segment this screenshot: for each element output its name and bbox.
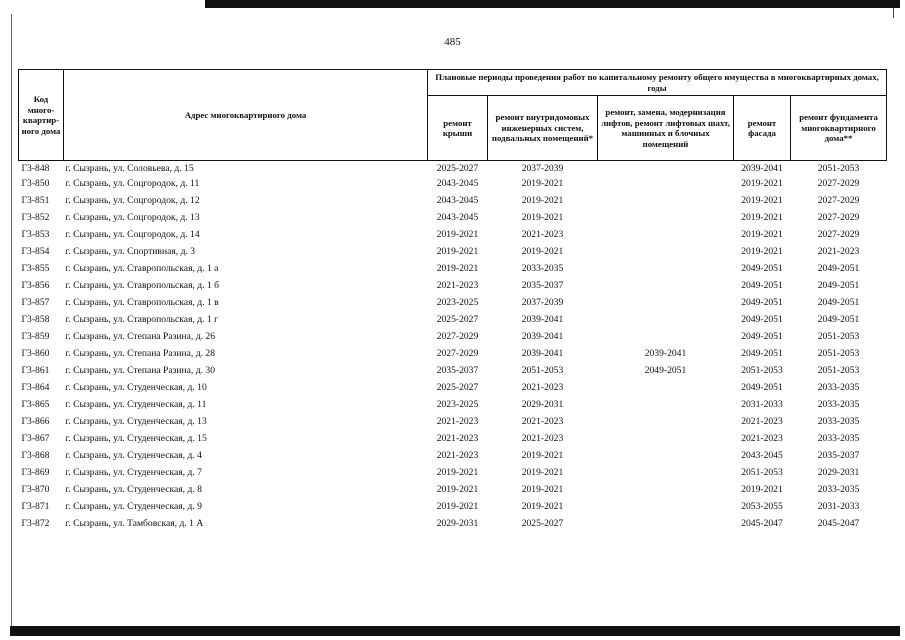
cell-foundation: 2051-2053 <box>817 348 860 359</box>
cell-lifts <box>598 481 734 498</box>
table-row <box>19 209 887 226</box>
repair-schedule-table <box>18 69 887 532</box>
table-row <box>19 362 887 379</box>
cell-facade: 2049-2051 <box>741 314 783 325</box>
cell-address: г. Сызрань, ул. Соловьева, д. 15 <box>65 162 194 174</box>
cell-facade: 2019-2021 <box>741 195 783 206</box>
cell-systems: 2019-2021 <box>521 467 564 478</box>
cell-address: г. Сызрань, ул. Соцгородок, д. 14 <box>65 229 200 240</box>
cell-lifts <box>598 260 734 277</box>
cell-lifts <box>598 277 734 294</box>
cell-roof: 2019-2021 <box>436 263 479 274</box>
cell-lifts <box>598 243 734 260</box>
cell-roof: 2019-2021 <box>436 484 479 495</box>
cell-foundation: 2049-2051 <box>817 297 860 308</box>
cell-roof: 2021-2023 <box>436 416 479 427</box>
cell-roof: 2021-2023 <box>436 280 479 291</box>
cell-roof: 2021-2023 <box>436 450 479 461</box>
cell-facade: 2021-2023 <box>741 416 783 427</box>
cell-roof: 2019-2021 <box>436 467 479 478</box>
cell-address: г. Сызрань, ул. Тамбовская, д. 1 А <box>65 518 204 529</box>
table-row <box>19 345 887 362</box>
top-scan-border <box>205 0 900 8</box>
cell-systems: 2019-2021 <box>521 501 564 512</box>
cell-code: Г3-857 <box>21 297 50 308</box>
cell-systems: 2039-2041 <box>521 314 564 325</box>
header-code: Код много-квартир-ного дома <box>19 70 64 161</box>
cell-facade: 2051-2053 <box>741 365 783 376</box>
table-row <box>19 311 887 328</box>
cell-address: г. Сызрань, ул. Степана Разина, д. 26 <box>65 331 215 342</box>
cell-foundation: 2049-2051 <box>817 280 860 291</box>
cell-foundation: 2049-2051 <box>817 314 860 325</box>
cell-facade: 2049-2051 <box>741 348 783 359</box>
cell-foundation: 2045-2047 <box>817 518 860 529</box>
cell-lifts: 2049-2051 <box>644 365 687 376</box>
cell-foundation: 2033-2035 <box>817 484 860 495</box>
cell-facade: 2049-2051 <box>741 263 783 274</box>
cell-lifts <box>598 379 734 396</box>
cell-facade: 2019-2021 <box>741 246 783 257</box>
cell-lifts <box>598 311 734 328</box>
cell-code: Г3-853 <box>21 229 50 240</box>
cell-address: г. Сызрань, ул. Студенческая, д. 7 <box>65 467 202 478</box>
header-lifts: ремонт, замена, модернизация лифтов, ремонт лифтовых шахт, машинных и блочных помещений <box>598 96 734 161</box>
cell-lifts <box>598 396 734 413</box>
cell-roof: 2043-2045 <box>436 195 479 206</box>
cell-facade: 2019-2021 <box>741 212 783 223</box>
cell-systems: 2025-2027 <box>521 518 564 529</box>
cell-address: г. Сызрань, ул. Соцгородок, д. 12 <box>65 195 200 206</box>
cell-roof: 2019-2021 <box>436 501 479 512</box>
cell-roof: 2021-2023 <box>436 433 479 444</box>
cell-lifts <box>598 328 734 345</box>
cell-foundation: 2027-2029 <box>817 212 860 223</box>
cell-code: Г3-868 <box>21 450 50 461</box>
cell-systems: 2039-2041 <box>521 348 564 359</box>
cell-facade: 2019-2021 <box>741 178 783 189</box>
cell-roof: 2029-2031 <box>436 518 479 529</box>
cell-roof: 2023-2025 <box>436 297 479 308</box>
left-scan-border <box>11 14 12 626</box>
cell-facade: 2045-2047 <box>741 518 783 529</box>
cell-systems: 2021-2023 <box>521 416 564 427</box>
cell-address: г. Сызрань, ул. Студенческая, д. 9 <box>65 501 202 512</box>
page-number: 485 <box>444 36 461 48</box>
cell-code: Г3-871 <box>21 501 50 512</box>
cell-code: Г3-869 <box>21 467 50 478</box>
cell-code: Г3-854 <box>21 246 50 257</box>
cell-roof: 2025-2027 <box>436 382 479 393</box>
header-work-periods: Плановые периоды проведения работ по капитальному ремонту общего имущества в многоквартирных домах, годы <box>428 70 887 96</box>
cell-address: г. Сызрань, ул. Соцгородок, д. 13 <box>65 212 200 223</box>
cell-systems: 2019-2021 <box>521 450 564 461</box>
cell-facade: 2021-2023 <box>741 433 783 444</box>
cell-facade: 2019-2021 <box>741 229 783 240</box>
cell-code: Г3-870 <box>21 484 50 495</box>
cell-code: Г3-872 <box>21 518 50 529</box>
table-row <box>19 175 887 192</box>
cell-code: Г3-864 <box>21 382 50 393</box>
table-row <box>19 413 887 430</box>
cell-foundation: 2029-2031 <box>817 467 860 478</box>
cell-facade: 2049-2051 <box>741 280 783 291</box>
cell-foundation: 2051-2053 <box>817 331 860 342</box>
cell-foundation: 2027-2029 <box>817 195 860 206</box>
cell-systems: 2039-2041 <box>521 331 564 342</box>
table-row <box>19 481 887 498</box>
cell-foundation: 2033-2035 <box>817 399 860 410</box>
cell-facade: 2039-2041 <box>741 162 783 174</box>
table-row <box>19 260 887 277</box>
cell-foundation: 2021-2023 <box>817 246 860 257</box>
cell-systems: 2019-2021 <box>521 178 564 189</box>
bottom-scan-border <box>10 626 900 636</box>
cell-systems: 2021-2023 <box>521 229 564 240</box>
cell-facade: 2043-2045 <box>741 450 783 461</box>
table-row <box>19 226 887 243</box>
cell-systems: 2019-2021 <box>521 484 564 495</box>
cell-systems: 2029-2031 <box>521 399 564 410</box>
cell-systems: 2035-2037 <box>521 280 564 291</box>
cell-address: г. Сызрань, ул. Студенческая, д. 11 <box>65 399 207 410</box>
cell-foundation: 2049-2051 <box>817 263 860 274</box>
cell-code: Г3-861 <box>21 365 50 376</box>
cell-systems: 2021-2023 <box>521 382 564 393</box>
table-row <box>19 396 887 413</box>
cell-lifts <box>598 209 734 226</box>
cell-code: Г3-856 <box>21 280 50 291</box>
table-row <box>19 464 887 481</box>
cell-address: г. Сызрань, ул. Студенческая, д. 10 <box>65 382 207 393</box>
cell-code: Г3-866 <box>21 416 50 427</box>
cell-lifts: 2039-2041 <box>644 348 687 359</box>
cell-systems: 2037-2039 <box>521 297 564 308</box>
cell-foundation: 2031-2033 <box>817 501 860 512</box>
cell-lifts <box>598 161 734 176</box>
cell-address: г. Сызрань, ул. Спортивная, д. 3 <box>65 246 196 257</box>
cell-address: г. Сызрань, ул. Ставропольская, д. 1 а <box>65 263 219 274</box>
cell-foundation: 2051-2053 <box>817 365 860 376</box>
table-row <box>19 515 887 532</box>
cell-lifts <box>598 192 734 209</box>
cell-roof: 2027-2029 <box>436 348 479 359</box>
cell-address: г. Сызрань, ул. Ставропольская, д. 1 г <box>65 314 219 325</box>
header-roof: ремонт крыши <box>428 96 488 161</box>
cell-lifts <box>598 294 734 311</box>
table-row <box>19 192 887 209</box>
table-row <box>19 447 887 464</box>
cell-foundation: 2035-2037 <box>817 450 860 461</box>
cell-code: Г3-855 <box>21 263 50 274</box>
cell-foundation: 2027-2029 <box>817 178 860 189</box>
cell-code: Г3-850 <box>21 178 50 189</box>
cell-lifts <box>598 226 734 243</box>
table-row <box>19 430 887 447</box>
cell-address: г. Сызрань, ул. Студенческая, д. 4 <box>65 450 202 461</box>
cell-address: г. Сызрань, ул. Степана Разина, д. 28 <box>65 348 215 359</box>
header-facade: ремонт фасада <box>734 96 791 161</box>
cell-code: Г3-859 <box>21 331 50 342</box>
cell-address: г. Сызрань, ул. Студенческая, д. 13 <box>65 416 207 427</box>
table-row <box>19 277 887 294</box>
cell-code: Г3-867 <box>21 433 50 444</box>
cell-systems: 2021-2023 <box>521 433 564 444</box>
cell-address: г. Сызрань, ул. Ставропольская, д. 1 б <box>65 280 220 291</box>
cell-code: Г3-865 <box>21 399 50 410</box>
cell-address: г. Сызрань, ул. Студенческая, д. 8 <box>65 484 202 495</box>
cell-code: Г3-848 <box>21 162 50 174</box>
cell-foundation: 2051-2053 <box>817 162 860 174</box>
cell-systems: 2019-2021 <box>521 195 564 206</box>
cell-foundation: 2027-2029 <box>817 229 860 240</box>
cell-roof: 2025-2027 <box>436 314 479 325</box>
cell-foundation: 2033-2035 <box>817 433 860 444</box>
cell-roof: 2025-2027 <box>436 162 479 174</box>
table-row <box>19 379 887 396</box>
table-row <box>19 328 887 345</box>
header-systems: ремонт внутридомовых инженерных систем, подвальных помещений* <box>488 96 598 161</box>
cell-code: Г3-858 <box>21 314 50 325</box>
cell-lifts <box>598 430 734 447</box>
cell-address: г. Сызрань, ул. Степана Разина, д. 30 <box>65 365 215 376</box>
cell-code: Г3-851 <box>21 195 50 206</box>
cell-address: г. Сызрань, ул. Ставропольская, д. 1 в <box>65 297 219 308</box>
cell-lifts <box>598 498 734 515</box>
cell-lifts <box>598 175 734 192</box>
cell-facade: 2019-2021 <box>741 484 783 495</box>
cell-roof: 2043-2045 <box>436 212 479 223</box>
right-scan-mark <box>893 8 894 18</box>
cell-address: г. Сызрань, ул. Соцгородок, д. 11 <box>65 178 200 189</box>
cell-address: г. Сызрань, ул. Студенческая, д. 15 <box>65 433 207 444</box>
cell-code: Г3-860 <box>21 348 50 359</box>
cell-facade: 2049-2051 <box>741 297 783 308</box>
cell-systems: 2051-2053 <box>521 365 564 376</box>
header-foundation: ремонт фундамента многоквартирного дома** <box>791 96 887 161</box>
table-row <box>19 161 887 176</box>
cell-lifts <box>598 447 734 464</box>
cell-facade: 2031-2033 <box>741 399 783 410</box>
cell-roof: 2023-2025 <box>436 399 479 410</box>
cell-facade: 2049-2051 <box>741 331 783 342</box>
cell-code: Г3-852 <box>21 212 50 223</box>
cell-systems: 2037-2039 <box>521 162 564 174</box>
cell-lifts <box>598 515 734 532</box>
table-body <box>19 161 887 533</box>
cell-systems: 2019-2021 <box>521 212 564 223</box>
cell-roof: 2019-2021 <box>436 246 479 257</box>
cell-foundation: 2033-2035 <box>817 382 860 393</box>
header-address: Адрес многоквартирного дома <box>64 70 428 161</box>
table-row <box>19 498 887 515</box>
cell-roof: 2035-2037 <box>436 365 479 376</box>
cell-systems: 2033-2035 <box>521 263 564 274</box>
cell-roof: 2027-2029 <box>436 331 479 342</box>
cell-lifts <box>598 413 734 430</box>
cell-facade: 2049-2051 <box>741 382 783 393</box>
cell-systems: 2019-2021 <box>521 246 564 257</box>
cell-facade: 2053-2055 <box>741 501 783 512</box>
table-row <box>19 243 887 260</box>
cell-roof: 2019-2021 <box>436 229 479 240</box>
cell-foundation: 2033-2035 <box>817 416 860 427</box>
cell-lifts <box>598 464 734 481</box>
cell-roof: 2043-2045 <box>436 178 479 189</box>
table-row <box>19 294 887 311</box>
cell-facade: 2051-2053 <box>741 467 783 478</box>
